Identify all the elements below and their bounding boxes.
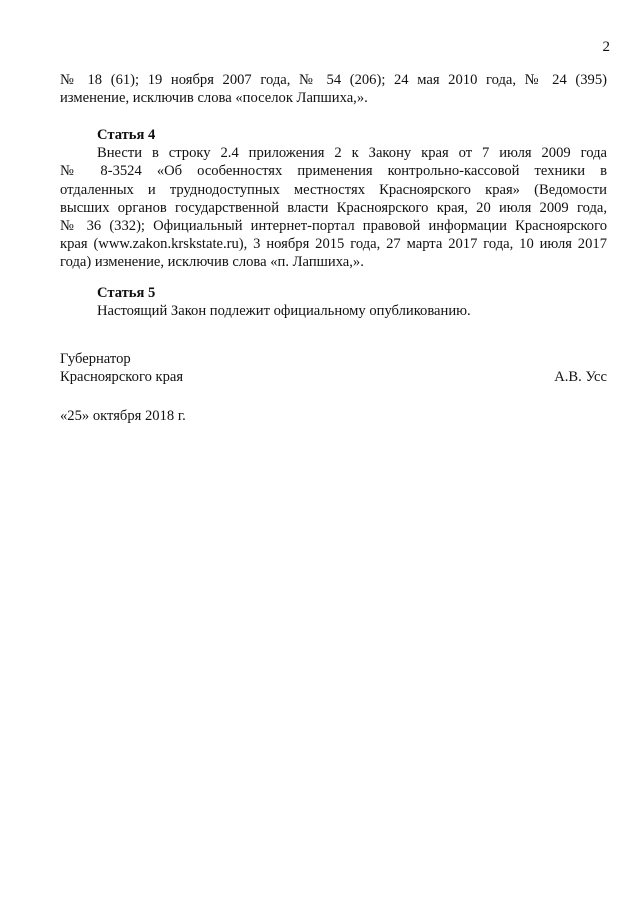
signatory-region: Красноярского края xyxy=(60,369,184,386)
article-5-heading: Статья 5 xyxy=(97,285,156,301)
article-4-line: отдаленных и труднодоступных местностях Красноярского края» (Ведомости xyxy=(60,181,607,198)
article-4-line: высших органов государственной власти Красноярского края, 20 июля 2009 года, xyxy=(60,199,607,216)
article-4-line: № 36 (332); Официальный интернет-портал правовой информации Красноярского xyxy=(60,218,607,235)
signatory-name: А.В. Усс xyxy=(554,369,607,386)
article-4-heading: Статья 4 xyxy=(97,127,156,143)
article-4-line: Внести в строку 2.4 приложения 2 к Закону края от 7 июля 2009 года xyxy=(97,145,607,162)
continuation-line: изменение, исключив слова «поселок Лапшиха,». xyxy=(60,90,368,107)
article-4-line: края (www.zakon.krskstate.ru), 3 ноября 2015 года, 27 марта 2017 года, 10 июля 2017 xyxy=(60,236,607,253)
signatory-title: Губернатор xyxy=(60,351,131,367)
continuation-paragraph xyxy=(60,71,607,107)
article-4 xyxy=(60,126,607,272)
page-number: 2 xyxy=(602,39,610,55)
signing-date: «25» октября 2018 г. xyxy=(60,408,186,424)
article-4-line: № 8-3524 «Об особенностях применения контрольно-кассовой техники в xyxy=(60,163,607,180)
article-4-line: года) изменение, исключив слова «п. Лапшиха,». xyxy=(60,254,364,271)
continuation-line: № 18 (61); 19 ноября 2007 года, № 54 (206); 24 мая 2010 года, № 24 (395) xyxy=(60,72,607,88)
article-5 xyxy=(60,284,607,320)
article-5-text: Настоящий Закон подлежит официальному опубликованию. xyxy=(97,303,471,320)
signature-row xyxy=(60,368,607,386)
signature-block xyxy=(60,350,607,386)
